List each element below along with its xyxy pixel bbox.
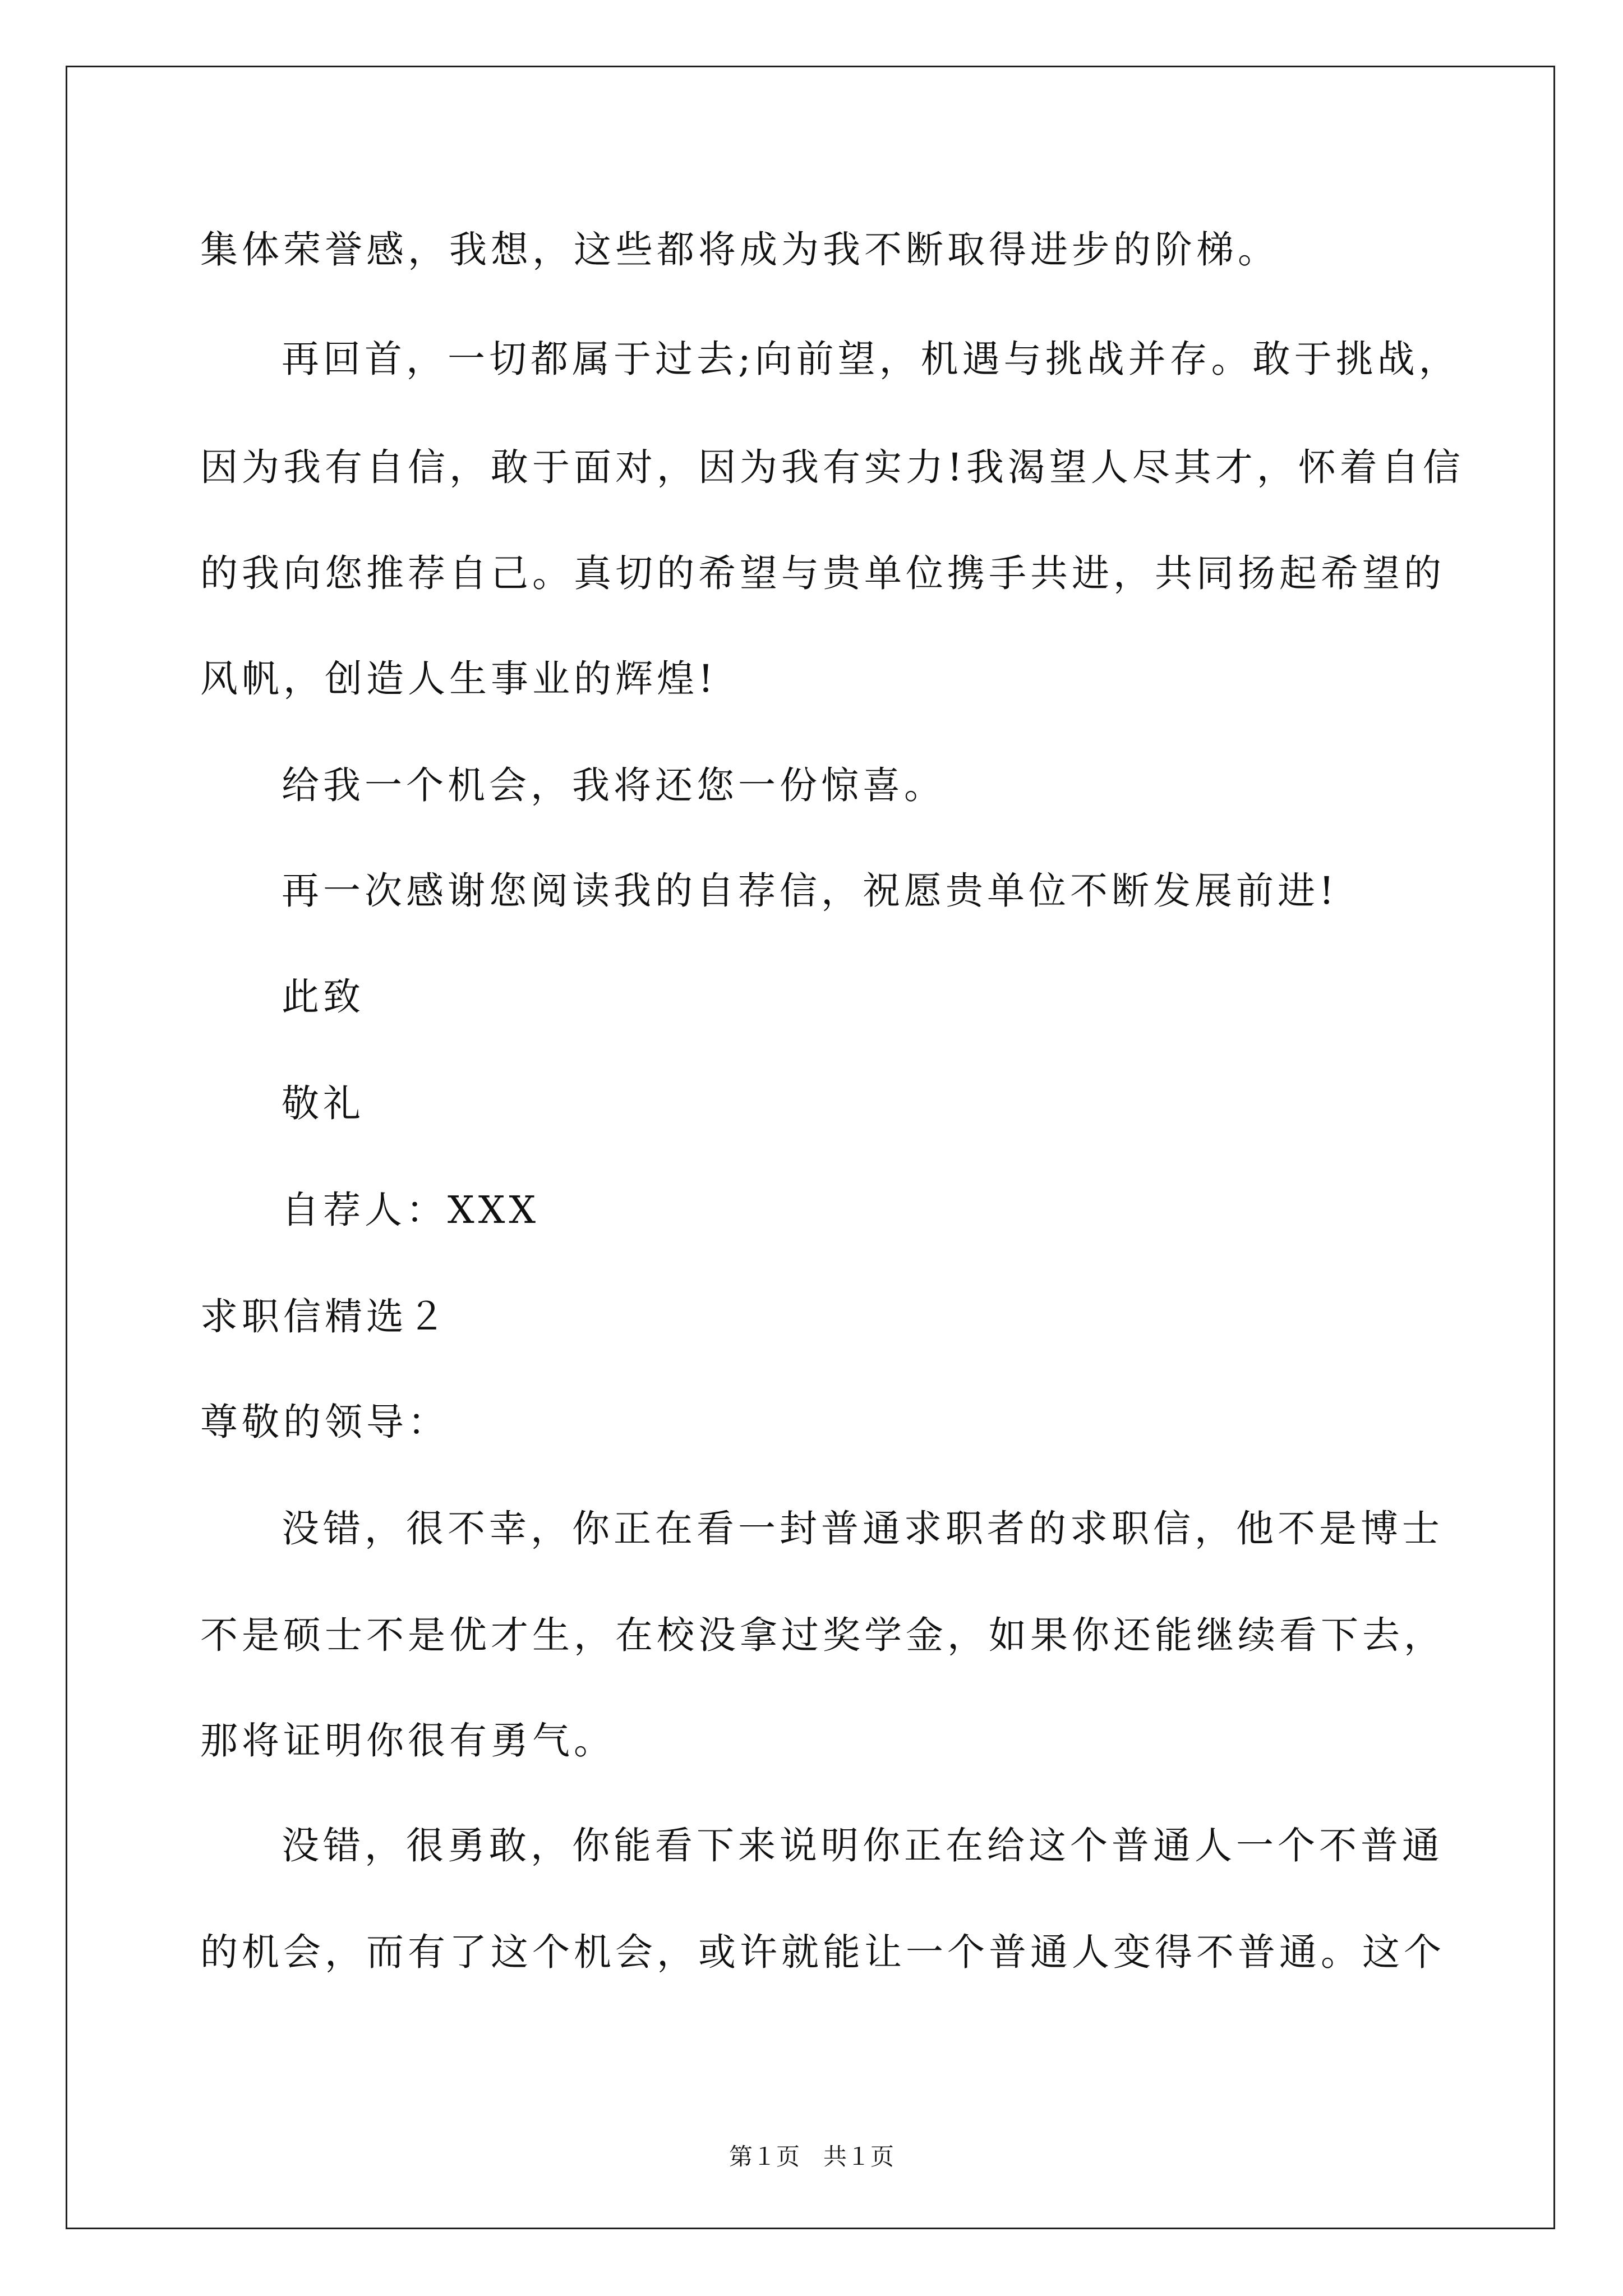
text-line: 自荐人：XXX (282, 1188, 540, 1232)
text-line: 集体荣誉感，我想，这些都将成为我不断取得进步的阶梯。 (200, 228, 1279, 272)
page-footer: 第１页 共１页 (728, 2143, 894, 2170)
page-border (66, 66, 1555, 2229)
text-line: 再回首，一切都属于过去;向前望，机遇与挑战并存。敢于挑战， (282, 337, 1460, 381)
text-line: 敬礼 (282, 1082, 365, 1125)
text-line: 给我一个机会，我将还您一份惊喜。 (282, 763, 946, 807)
text-line: 此致 (282, 975, 365, 1019)
text-line: 没错，很不幸，你正在看一封普通求职者的求职信，他不是博士 (282, 1507, 1444, 1550)
text-line: 再一次感谢您阅读我的自荐信，祝愿贵单位不断发展前进! (282, 869, 1338, 913)
text-line: 那将证明你很有勇气。 (200, 1719, 615, 1763)
text-line: 没错，很勇敢，你能看下来说明你正在给这个普通人一个不普通 (282, 1824, 1444, 1867)
text-line: 风帆，创造人生事业的辉煌! (200, 657, 717, 701)
text-line: 的机会，而有了这个机会，或许就能让一个普通人变得不普通。这个 (200, 1930, 1445, 1974)
text-line: 不是硕士不是优才生，在校没拿过奖学金，如果你还能继续看下去， (200, 1613, 1445, 1657)
text-line: 的我向您推荐自己。真切的希望与贵单位携手共进，共同扬起希望的 (200, 551, 1445, 595)
section-heading: 求职信精选２ (200, 1295, 449, 1338)
salutation: 尊敬的领导： (200, 1400, 449, 1444)
text-line: 因为我有自信，敢于面对，因为我有实力!我渴望人尽其才，怀着自信 (200, 445, 1464, 489)
